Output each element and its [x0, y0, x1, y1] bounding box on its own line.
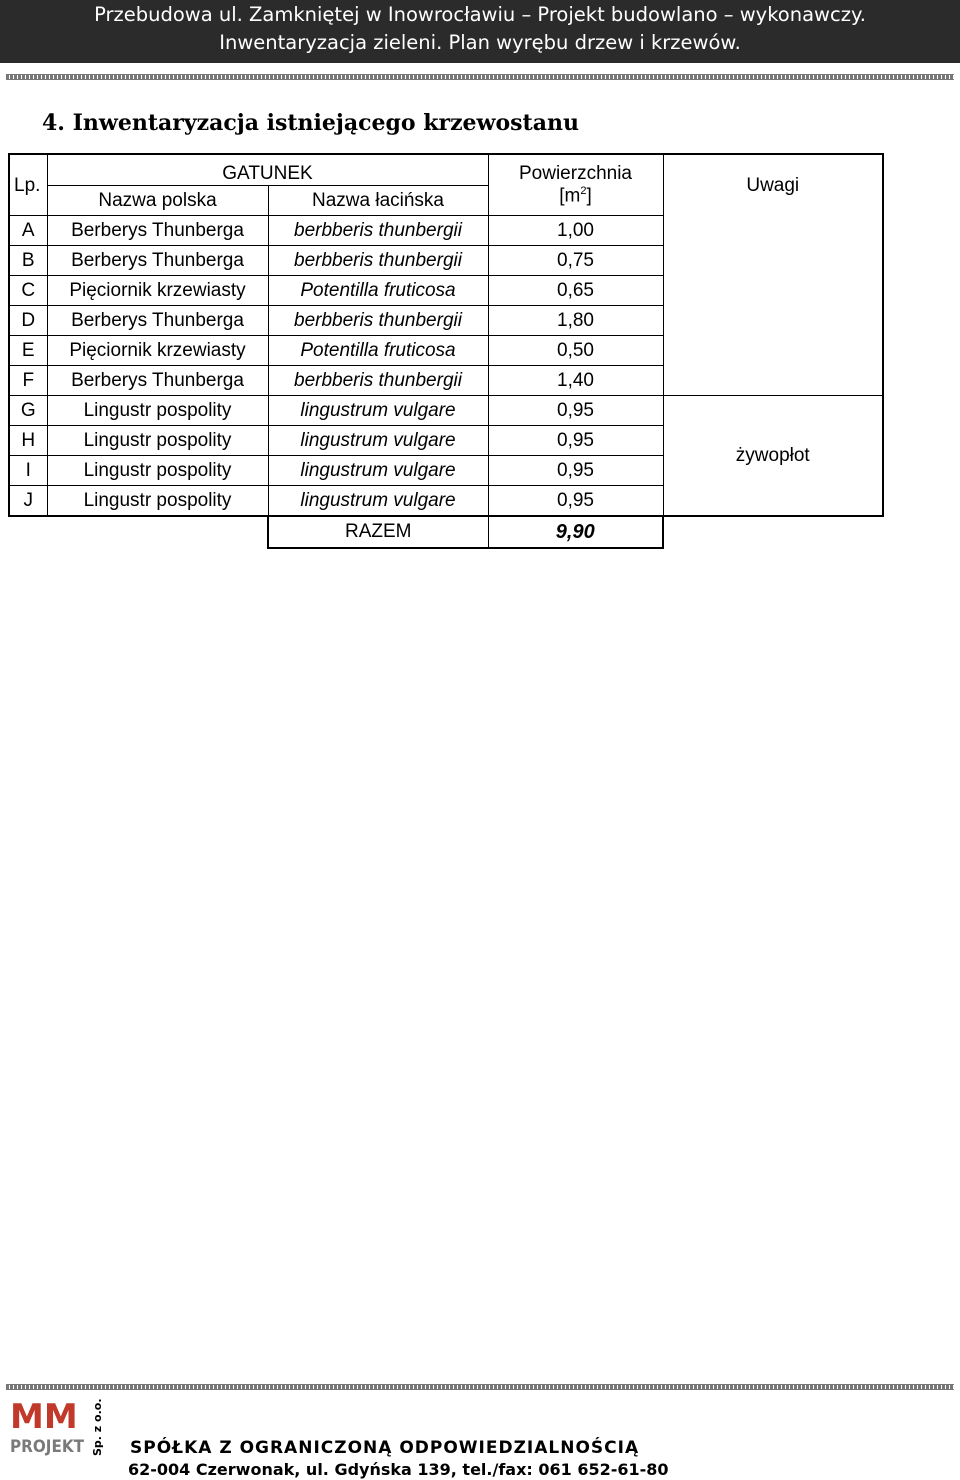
- row-latin-name: Potentilla fruticosa: [268, 276, 488, 306]
- row-area: 1,00: [488, 216, 663, 246]
- footer-divider: [6, 1384, 954, 1390]
- row-area: 0,75: [488, 246, 663, 276]
- row-latin-name: lingustrum vulgare: [268, 426, 488, 456]
- row-polish-name: Lingustr pospolity: [47, 396, 268, 426]
- row-lp: E: [9, 336, 47, 366]
- logo-sp-text: Sp. z o.o.: [91, 1398, 104, 1456]
- row-latin-name: lingustrum vulgare: [268, 396, 488, 426]
- row-polish-name: Pięciornik krzewiasty: [47, 276, 268, 306]
- company-logo: [8, 1398, 104, 1460]
- section-title: 4. Inwentaryzacja istniejącego krzewostanu: [42, 110, 579, 136]
- header-uwagi: Uwagi: [663, 154, 883, 396]
- row-area: 0,95: [488, 486, 663, 517]
- footer-address-line: 62-004 Czerwonak, ul. Gdyńska 139, tel./fax: 061 652-61-80: [128, 1460, 669, 1479]
- total-row: [9, 516, 883, 548]
- row-lp: C: [9, 276, 47, 306]
- row-polish-name: Berberys Thunberga: [47, 246, 268, 276]
- page-header: [0, 0, 960, 63]
- header-line-2: Inwentaryzacja zieleni. Plan wyrębu drzew i krzewów.: [219, 31, 741, 54]
- row-area: 0,65: [488, 276, 663, 306]
- row-area: 1,40: [488, 366, 663, 396]
- row-lp: D: [9, 306, 47, 336]
- row-lp: F: [9, 366, 47, 396]
- row-latin-name: Potentilla fruticosa: [268, 336, 488, 366]
- row-polish-name: Lingustr pospolity: [47, 486, 268, 517]
- row-area: 0,50: [488, 336, 663, 366]
- footer-company-line: SPÓŁKA Z OGRANICZONĄ ODPOWIEDZIALNOŚCIĄ: [130, 1438, 640, 1458]
- row-area: 1,80: [488, 306, 663, 336]
- header-nazwa-lacinska: Nazwa łacińska: [268, 186, 488, 216]
- row-lp: H: [9, 426, 47, 456]
- row-area: 0,95: [488, 426, 663, 456]
- row-latin-name: berbberis thunbergii: [268, 306, 488, 336]
- row-area: 0,95: [488, 456, 663, 486]
- row-lp: B: [9, 246, 47, 276]
- header-gatunek: GATUNEK: [47, 154, 488, 186]
- row-polish-name: Lingustr pospolity: [47, 456, 268, 486]
- row-latin-name: berbberis thunbergii: [268, 246, 488, 276]
- header-powierzchnia: Powierzchnia $[m^2]$: [488, 154, 663, 216]
- header-nazwa-polska: Nazwa polska: [47, 186, 268, 216]
- inventory-table: [8, 153, 884, 549]
- row-latin-name: lingustrum vulgare: [268, 486, 488, 517]
- header-lp: Lp.: [9, 154, 47, 216]
- header-divider: [6, 74, 954, 80]
- row-area: 0,95: [488, 396, 663, 426]
- row-polish-name: Pięciornik krzewiasty: [47, 336, 268, 366]
- header-line-1: Przebudowa ul. Zamkniętej w Inowrocławiu – Projekt budowlano – wykonawczy.: [94, 3, 866, 26]
- total-value: 9,90: [488, 516, 663, 548]
- row-latin-name: berbberis thunbergii: [268, 216, 488, 246]
- row-polish-name: Berberys Thunberga: [47, 306, 268, 336]
- row-polish-name: Lingustr pospolity: [47, 426, 268, 456]
- row-polish-name: Berberys Thunberga: [47, 216, 268, 246]
- logo-mm-text: MM: [10, 1398, 78, 1437]
- row-lp: I: [9, 456, 47, 486]
- row-polish-name: Berberys Thunberga: [47, 366, 268, 396]
- row-lp: A: [9, 216, 47, 246]
- total-label: RAZEM: [268, 516, 488, 548]
- logo-projekt-text: PROJEKT: [10, 1437, 85, 1457]
- row-latin-name: lingustrum vulgare: [268, 456, 488, 486]
- uwagi-group-note: żywopłot: [663, 396, 883, 517]
- table-row: [9, 396, 883, 426]
- row-lp: J: [9, 486, 47, 517]
- row-latin-name: berbberis thunbergii: [268, 366, 488, 396]
- row-lp: G: [9, 396, 47, 426]
